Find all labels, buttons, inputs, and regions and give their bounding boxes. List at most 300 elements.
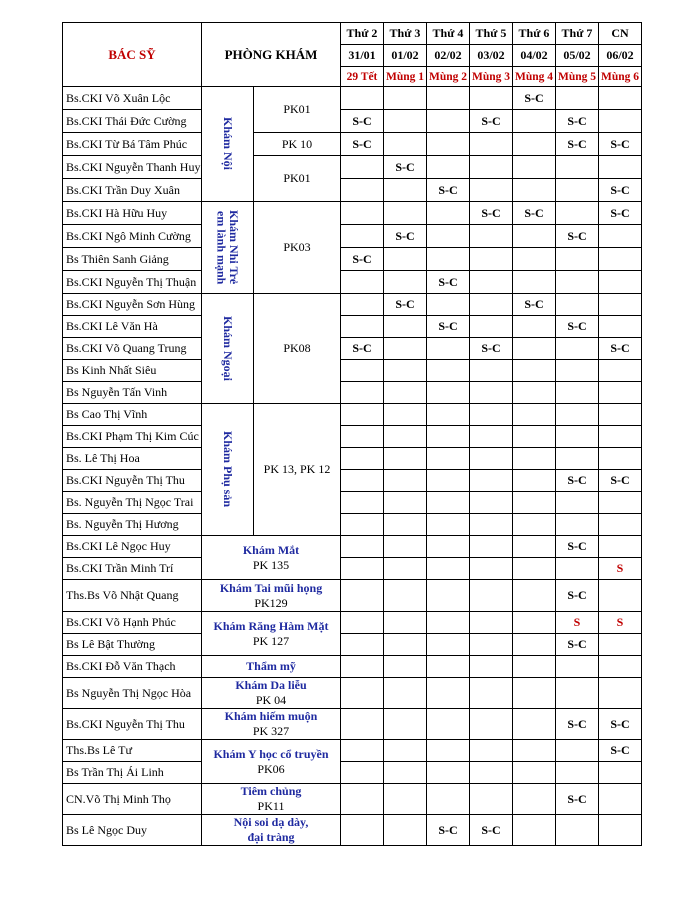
shift-cell (470, 634, 513, 656)
shift-cell (513, 426, 556, 448)
shift-cell (599, 110, 642, 133)
room-number: PK129 (254, 595, 288, 610)
shift-cell (341, 678, 384, 709)
specialty-label (202, 202, 254, 294)
shift-cell: S-C (556, 536, 599, 558)
shift-cell (599, 248, 642, 271)
shift-cell (513, 225, 556, 248)
specialty-text: Khám Tai mũi họng (219, 580, 323, 595)
shift-cell (513, 815, 556, 846)
shift-cell (341, 612, 384, 634)
doctor-name: Bs.CKI Võ Quang Trung (63, 338, 202, 360)
shift-cell (470, 87, 513, 110)
doctor-name: Bs Nguyễn Tấn Vinh (63, 382, 202, 404)
shift-cell (341, 382, 384, 404)
shift-cell (427, 156, 470, 179)
shift-cell (556, 156, 599, 179)
specialty-room-cell (202, 709, 341, 740)
table-row (63, 271, 642, 294)
shift-cell (341, 87, 384, 110)
room-number: PK01 (254, 87, 341, 133)
date-header: 02/02 (427, 45, 470, 67)
doctor-name: Bs.CKI Nguyễn Thị Thuận (63, 271, 202, 294)
shift-cell (341, 360, 384, 382)
table-row (63, 448, 642, 470)
specialty-label (202, 87, 254, 202)
doctor-name: Bs Lê Ngọc Duy (63, 815, 202, 846)
shift-cell (427, 740, 470, 762)
shift-cell (556, 514, 599, 536)
doctor-name: Bs Thiên Sanh Giảng (63, 248, 202, 271)
doctor-name: Ths.Bs Lê Tư (63, 740, 202, 762)
specialty-text: Khám hiếm muộn (224, 709, 318, 723)
shift-cell (341, 156, 384, 179)
shift-cell (427, 294, 470, 316)
shift-cell: S (599, 612, 642, 634)
room-number: PK11 (257, 799, 285, 813)
shift-cell (470, 426, 513, 448)
shift-cell: S-C (513, 294, 556, 316)
specialty-room-cell (202, 580, 341, 612)
shift-cell (599, 382, 642, 404)
table-row (63, 133, 642, 156)
shift-cell (556, 740, 599, 762)
shift-cell (341, 762, 384, 784)
shift-cell (556, 248, 599, 271)
shift-cell (427, 536, 470, 558)
shift-cell (556, 492, 599, 514)
shift-cell (599, 492, 642, 514)
shift-cell (384, 740, 427, 762)
specialty-text: Tiêm chủng (240, 784, 302, 798)
shift-cell: S-C (556, 470, 599, 492)
specialty-label (202, 294, 254, 404)
shift-cell (470, 514, 513, 536)
doctor-name: Bs. Nguyễn Thị Ngọc Trai (63, 492, 202, 514)
doctor-name: Bs Cao Thị Vĩnh (63, 404, 202, 426)
specialty-room-cell (202, 656, 341, 678)
shift-cell: S-C (556, 225, 599, 248)
shift-cell (599, 156, 642, 179)
shift-cell (384, 656, 427, 678)
table-row (63, 514, 642, 536)
shift-cell (341, 316, 384, 338)
shift-cell (513, 678, 556, 709)
shift-cell: S-C (599, 338, 642, 360)
table-row (63, 202, 642, 225)
date-header: 03/02 (470, 45, 513, 67)
weekday-header: Thứ 6 (513, 23, 556, 45)
shift-cell (470, 404, 513, 426)
shift-cell (341, 634, 384, 656)
table-row (63, 815, 642, 846)
shift-cell (427, 338, 470, 360)
date-header: 04/02 (513, 45, 556, 67)
shift-cell (427, 448, 470, 470)
shift-cell (427, 612, 470, 634)
shift-cell (427, 580, 470, 612)
shift-cell (384, 202, 427, 225)
shift-cell (599, 294, 642, 316)
shift-cell (427, 514, 470, 536)
shift-cell: S-C (513, 87, 556, 110)
shift-cell (341, 179, 384, 202)
shift-cell (341, 294, 384, 316)
room-number: PK03 (254, 202, 341, 294)
specialty-text: Khám Da liễu (235, 678, 307, 692)
shift-cell (341, 470, 384, 492)
doctor-column-header: BÁC SỸ (63, 23, 202, 87)
doctor-name: Ths.Bs Võ Nhật Quang (63, 580, 202, 612)
weekday-header: Thứ 7 (556, 23, 599, 45)
shift-cell (341, 271, 384, 294)
shift-cell (556, 404, 599, 426)
specialty-text: Khám Ngoại (220, 315, 235, 381)
lunar-date-header: 29 Tết (341, 67, 384, 87)
shift-cell (513, 110, 556, 133)
shift-cell: S-C (470, 110, 513, 133)
shift-cell (384, 514, 427, 536)
shift-cell: S-C (470, 815, 513, 846)
shift-cell (427, 110, 470, 133)
lunar-date-header: Mùng 5 (556, 67, 599, 87)
shift-cell (341, 558, 384, 580)
shift-cell (470, 612, 513, 634)
shift-cell (513, 514, 556, 536)
shift-cell (384, 580, 427, 612)
shift-cell (341, 426, 384, 448)
shift-cell (513, 784, 556, 815)
specialty-room-cell (202, 612, 341, 656)
shift-cell (427, 426, 470, 448)
shift-cell (341, 709, 384, 740)
doctor-name: Bs.CKI Nguyễn Thị Thu (63, 470, 202, 492)
shift-cell (427, 558, 470, 580)
shift-cell: S-C (427, 316, 470, 338)
doctor-name: Bs.CKI Đỗ Văn Thạch (63, 656, 202, 678)
shift-cell (341, 784, 384, 815)
shift-cell: S-C (599, 179, 642, 202)
table-row (63, 678, 642, 709)
room-column-header: PHÒNG KHÁM (202, 23, 341, 87)
shift-cell (513, 580, 556, 612)
shift-cell: S-C (556, 316, 599, 338)
shift-cell (513, 382, 556, 404)
shift-cell: S-C (556, 784, 599, 815)
doctor-name: Bs. Nguyễn Thị Hương (63, 514, 202, 536)
shift-cell (341, 202, 384, 225)
shift-cell (556, 360, 599, 382)
shift-cell: S-C (556, 634, 599, 656)
shift-cell (384, 470, 427, 492)
doctor-name: Bs.CKI Trần Minh Trí (63, 558, 202, 580)
table-row (63, 470, 642, 492)
shift-cell (599, 225, 642, 248)
shift-cell: S-C (384, 225, 427, 248)
weekday-header: Thứ 4 (427, 23, 470, 45)
shift-cell (470, 382, 513, 404)
shift-cell (513, 470, 556, 492)
shift-cell (384, 815, 427, 846)
table-row (63, 316, 642, 338)
shift-cell (470, 179, 513, 202)
table-row (63, 360, 642, 382)
weekday-header: CN (599, 23, 642, 45)
specialty-text: Khám Phụ sản (220, 431, 235, 508)
shift-cell (427, 360, 470, 382)
shift-cell (384, 360, 427, 382)
shift-cell: S (599, 558, 642, 580)
shift-cell (470, 558, 513, 580)
room-number: PK01 (254, 156, 341, 202)
shift-cell (427, 762, 470, 784)
shift-cell (384, 426, 427, 448)
shift-cell (599, 634, 642, 656)
shift-cell (556, 271, 599, 294)
shift-cell (513, 558, 556, 580)
shift-cell (427, 225, 470, 248)
shift-cell (427, 133, 470, 156)
shift-cell (513, 271, 556, 294)
shift-cell (599, 762, 642, 784)
shift-cell (556, 87, 599, 110)
schedule-table (62, 22, 642, 846)
table-row (63, 225, 642, 248)
shift-cell (470, 709, 513, 740)
shift-cell (384, 784, 427, 815)
shift-cell (513, 492, 556, 514)
shift-cell: S-C (384, 156, 427, 179)
shift-cell (470, 248, 513, 271)
shift-cell (384, 316, 427, 338)
shift-cell: S-C (556, 110, 599, 133)
table-row (63, 248, 642, 271)
shift-cell (599, 678, 642, 709)
table-row (63, 656, 642, 678)
shift-cell (556, 762, 599, 784)
date-header: 05/02 (556, 45, 599, 67)
shift-cell (470, 470, 513, 492)
shift-cell (513, 248, 556, 271)
room-number: PK06 (257, 761, 285, 776)
shift-cell (341, 492, 384, 514)
doctor-name: Bs. Lê Thị Hoa (63, 448, 202, 470)
shift-cell: S-C (341, 133, 384, 156)
specialty-text: Khám Răng Hàm Mặt (213, 618, 329, 633)
shift-cell (599, 580, 642, 612)
shift-cell (427, 678, 470, 709)
shift-cell: S-C (556, 580, 599, 612)
shift-cell (384, 404, 427, 426)
shift-cell (599, 360, 642, 382)
shift-cell (470, 316, 513, 338)
shift-cell (599, 815, 642, 846)
table-row (63, 740, 642, 762)
shift-cell: S-C (599, 202, 642, 225)
specialty-text: Nội soi dạ dày, (233, 815, 309, 829)
shift-cell: S-C (341, 338, 384, 360)
shift-cell (513, 536, 556, 558)
shift-cell (599, 656, 642, 678)
table-row (63, 558, 642, 580)
shift-cell (341, 580, 384, 612)
shift-cell (599, 784, 642, 815)
shift-cell: S (556, 612, 599, 634)
doctor-name: Bs.CKI Trần Duy Xuân (63, 179, 202, 202)
specialty-label (202, 404, 254, 536)
shift-cell: S-C (556, 133, 599, 156)
shift-cell: S-C (427, 179, 470, 202)
shift-cell (341, 404, 384, 426)
shift-cell (341, 815, 384, 846)
lunar-date-header: Mùng 1 (384, 67, 427, 87)
doctor-name: Bs Lê Bật Thường (63, 634, 202, 656)
shift-cell (599, 514, 642, 536)
table-row (63, 87, 642, 110)
shift-cell (513, 656, 556, 678)
table-row (63, 709, 642, 740)
doctor-name: Bs.CKI Võ Hạnh Phúc (63, 612, 202, 634)
shift-cell (384, 492, 427, 514)
shift-cell (513, 762, 556, 784)
shift-cell (513, 316, 556, 338)
shift-cell (341, 740, 384, 762)
shift-cell (470, 133, 513, 156)
table-row (63, 762, 642, 784)
shift-cell: S-C (470, 338, 513, 360)
shift-cell (556, 179, 599, 202)
doctor-name: Bs.CKI Thái Đức Cường (63, 110, 202, 133)
shift-cell (384, 87, 427, 110)
shift-cell (470, 678, 513, 709)
shift-cell (384, 536, 427, 558)
shift-cell (513, 360, 556, 382)
shift-cell (427, 87, 470, 110)
shift-cell: S-C (513, 202, 556, 225)
doctor-name: Bs Trần Thị Ái Linh (63, 762, 202, 784)
shift-cell (341, 225, 384, 248)
specialty-room-cell (202, 536, 341, 580)
table-row (63, 338, 642, 360)
shift-cell (470, 156, 513, 179)
shift-cell (384, 271, 427, 294)
specialty-text: Thẩm mỹ (246, 659, 296, 673)
shift-cell (556, 202, 599, 225)
shift-cell (556, 338, 599, 360)
shift-cell (470, 656, 513, 678)
shift-cell (556, 426, 599, 448)
shift-cell (384, 133, 427, 156)
table-row (63, 580, 642, 612)
doctor-name: Bs.CKI Nguyễn Thị Thu (63, 709, 202, 740)
shift-cell (384, 612, 427, 634)
doctor-name: Bs Kinh Nhất Siêu (63, 360, 202, 382)
shift-cell (384, 448, 427, 470)
doctor-name: CN.Võ Thị Minh Thọ (63, 784, 202, 815)
shift-cell (384, 709, 427, 740)
lunar-date-header: Mùng 6 (599, 67, 642, 87)
table-row (63, 382, 642, 404)
shift-cell (470, 580, 513, 612)
doctor-name: Bs.CKI Nguyễn Sơn Hùng (63, 294, 202, 316)
shift-cell (513, 133, 556, 156)
shift-cell (513, 612, 556, 634)
shift-cell (470, 225, 513, 248)
doctor-name: Bs.CKI Phạm Thị Kim Cúc (63, 426, 202, 448)
specialty-text: Khám Y học cổ truyền (213, 746, 329, 761)
shift-cell (513, 404, 556, 426)
shift-cell (556, 678, 599, 709)
shift-cell (513, 634, 556, 656)
weekday-header: Thứ 3 (384, 23, 427, 45)
doctor-name: Bs.CKI Nguyễn Thanh Huy (63, 156, 202, 179)
shift-cell (427, 656, 470, 678)
shift-cell (556, 558, 599, 580)
room-number: PK08 (254, 294, 341, 404)
shift-cell (599, 536, 642, 558)
specialty-room-cell (202, 740, 341, 784)
shift-cell (384, 678, 427, 709)
shift-cell (556, 294, 599, 316)
shift-cell (384, 248, 427, 271)
shift-cell (427, 382, 470, 404)
shift-cell (513, 709, 556, 740)
doctor-name: Bs.CKI Lê Văn Hà (63, 316, 202, 338)
lunar-date-header: Mùng 2 (427, 67, 470, 87)
shift-cell (513, 338, 556, 360)
shift-cell (384, 762, 427, 784)
shift-cell (470, 448, 513, 470)
specialty-text: đại tràng (247, 830, 295, 844)
shift-cell (341, 656, 384, 678)
shift-cell: S-C (341, 110, 384, 133)
shift-cell (556, 382, 599, 404)
table-row (63, 179, 642, 202)
shift-cell (384, 558, 427, 580)
shift-cell (470, 536, 513, 558)
shift-cell: S-C (427, 271, 470, 294)
shift-cell (599, 316, 642, 338)
table-row (63, 634, 642, 656)
shift-cell (427, 709, 470, 740)
room-number: PK 135 (252, 557, 290, 572)
shift-cell (427, 404, 470, 426)
shift-cell (470, 294, 513, 316)
lunar-date-header: Mùng 3 (470, 67, 513, 87)
specialty-text: Khám Nhi Trẻ em lành mạnh (214, 210, 242, 285)
table-row (63, 536, 642, 558)
shift-cell (556, 448, 599, 470)
table-row (63, 110, 642, 133)
table-row (63, 294, 642, 316)
date-header: 01/02 (384, 45, 427, 67)
doctor-name: Bs.CKI Hà Hữu Huy (63, 202, 202, 225)
shift-cell (599, 448, 642, 470)
room-number: PK 327 (252, 724, 290, 738)
specialty-text: Khám Nội (220, 117, 235, 171)
doctor-name: Bs.CKI Võ Xuân Lộc (63, 87, 202, 110)
room-number: PK 13, PK 12 (254, 404, 341, 536)
shift-cell (427, 784, 470, 815)
doctor-name: Bs.CKI Ngô Minh Cường (63, 225, 202, 248)
doctor-name: Bs Nguyễn Thị Ngọc Hòa (63, 678, 202, 709)
room-number: PK 127 (252, 633, 290, 648)
specialty-text: Khám Mắt (242, 542, 300, 557)
shift-cell (470, 492, 513, 514)
table-row (63, 612, 642, 634)
shift-cell (470, 271, 513, 294)
shift-cell (556, 815, 599, 846)
